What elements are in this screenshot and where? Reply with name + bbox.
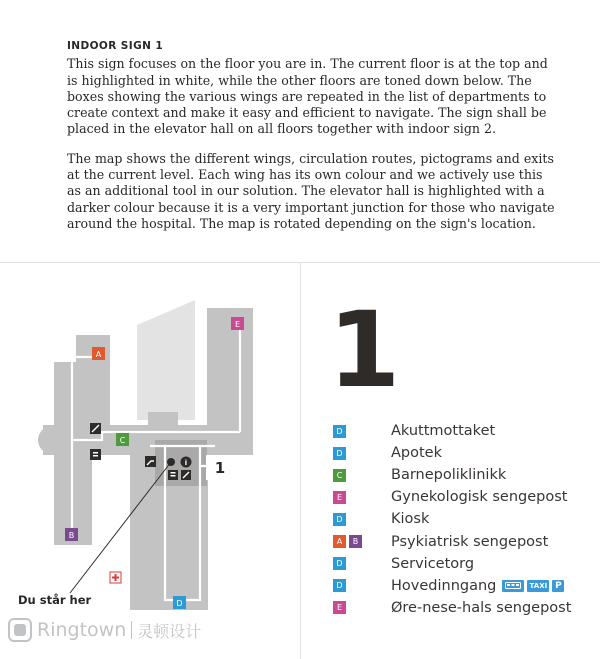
info-icon [181,457,192,468]
department-name: Psykiatrisk sengepost [391,533,549,550]
svg-text:B: B [68,531,75,540]
department-name: Gynekologisk sengepost [391,489,568,506]
department-item [333,553,571,575]
department-name: Øre-nese-hals sengepost [391,599,572,616]
stairs-icon [90,449,101,460]
vertical-divider [300,263,301,659]
department-name: Kiosk [391,511,430,528]
wing-badge: D [333,557,346,570]
wing-badge: C [333,469,346,482]
wing-badge: D [333,425,346,438]
department-item [333,486,571,508]
department-item [333,575,571,597]
svg-text:i: i [184,459,188,467]
escalator-icon-2 [145,456,156,467]
department-item [333,508,571,530]
atrium-area [137,300,195,420]
bus-icon [502,580,524,592]
department-item [333,464,571,486]
you-are-here-label: Du står her [18,593,92,607]
first-aid-icon [110,572,121,583]
wing-badge: B [349,535,362,548]
document-text [67,38,557,245]
taxi-icon: TAXI [527,580,549,592]
section-heading: INDOOR SIGN 1 [67,40,164,52]
department-item [333,597,571,619]
person-icon [181,470,191,480]
department-name: Servicetorg [391,555,475,572]
floor-number: 1 [328,289,401,411]
department-item [333,420,571,442]
department-item [333,442,571,464]
parking-icon: P [552,580,564,592]
department-name: Apotek [391,445,442,462]
paragraph-2: The map shows the different wings, circulation routes, pictograms and exits at the current level. Each wing has its own colour and we actively use this as an additional tool in our solution. The elevator hall is highlighted with a darker colour because it is a very important junction for those who navigate around the hospital. The map is rotated depending on the sign's location. [67,150,555,231]
elevator-icon [168,470,178,480]
wing-badge: E [333,491,346,504]
watermark-brand: Ringtown [37,619,127,641]
svg-text:D: D [176,599,183,608]
map-floor-label: 1 [214,459,226,477]
wing-badge: A [333,535,346,548]
watermark [8,618,201,642]
svg-text:C: C [119,436,126,445]
watermark-chinese: 灵顿设计 [137,621,202,641]
department-list [333,420,571,619]
watermark-logo-icon [8,618,32,642]
svg-text:E: E [234,320,241,329]
department-name: Akuttmottaket [391,423,496,440]
svg-text:A: A [95,350,102,359]
department-name: Barnepoliklinikk [391,467,507,484]
department-item [333,530,571,552]
wing-badge: D [333,579,346,592]
department-name: Hovedinngang [391,577,497,594]
wing-badge: E [333,601,346,614]
wing-badge: D [333,447,346,460]
paragraph-1: This sign focuses on the floor you are in. The current floor is at the top and is highlighted in white, while the other floors are toned down below. The boxes showing the various wings are repeated in the list of departments to create context and make it easy and efficient to navigate. The sign shall be placed in the elevator hall on all floors together with indoor sign 2. [67,56,548,137]
escalator-icon [90,423,101,434]
wing-badge: D [333,513,346,526]
